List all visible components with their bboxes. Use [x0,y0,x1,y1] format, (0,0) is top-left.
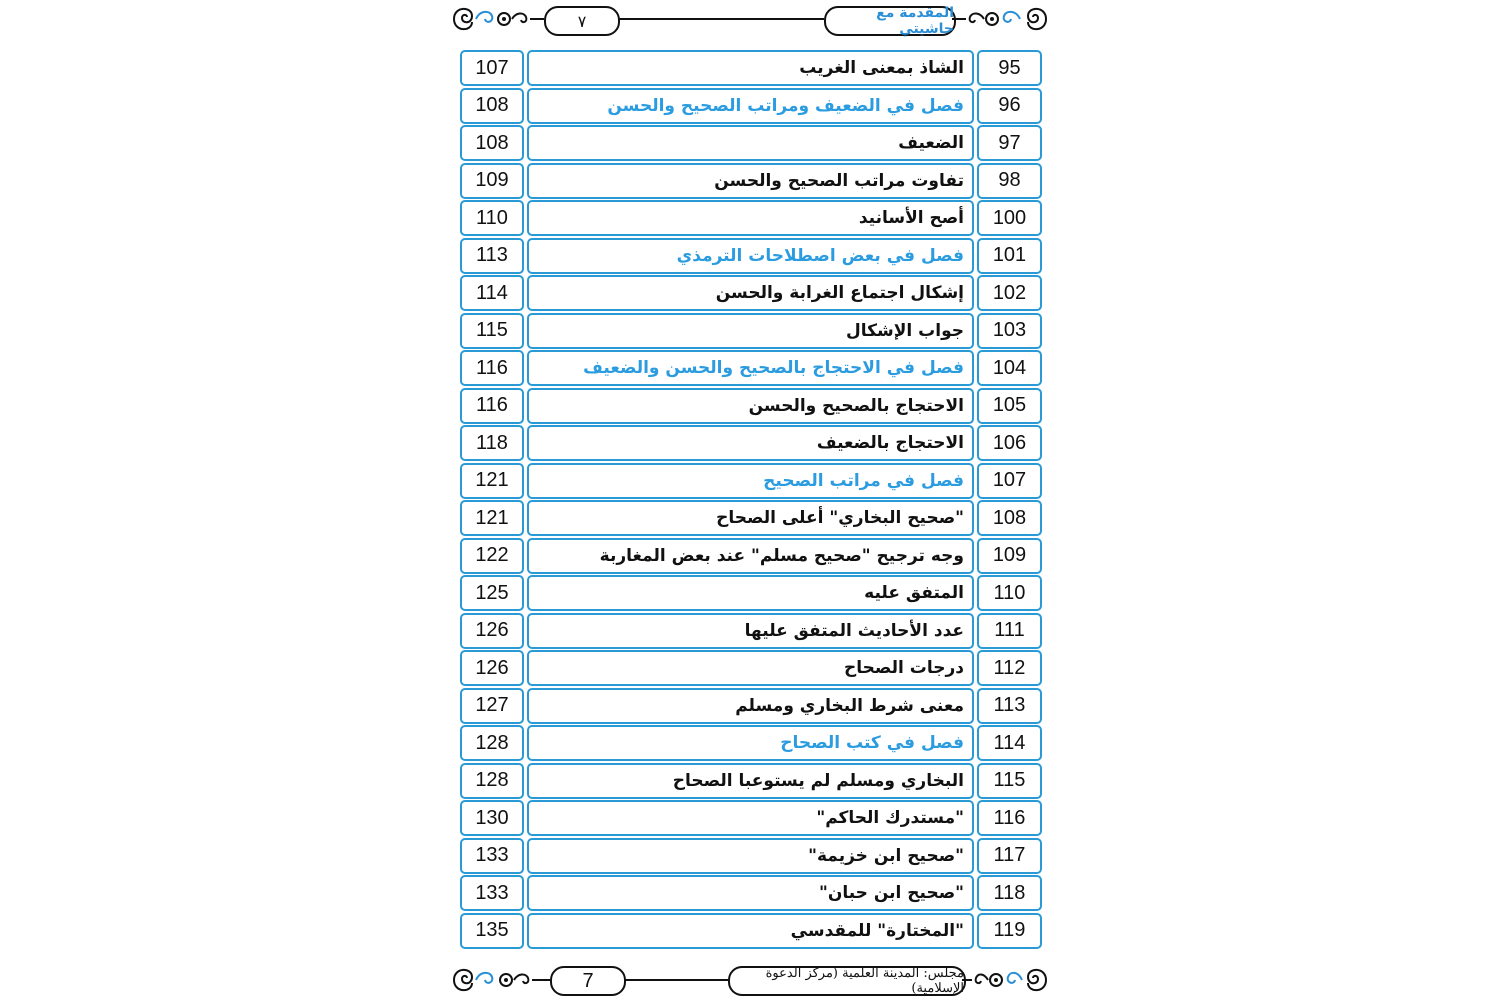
toc-page-number: 126 [460,613,524,649]
toc-entry-number: 110 [977,575,1042,611]
toc-entry-number: 101 [977,238,1042,274]
toc-section-title: فصل في كتب الصحاح [527,725,974,761]
toc-row [460,275,1042,311]
toc-entry-number: 95 [977,50,1042,86]
toc-entry-number: 104 [977,350,1042,386]
toc-entry-title: "صحيح ابن خزيمة" [527,838,974,874]
toc-entry-title: "المختارة" للمقدسي [527,913,974,949]
toc-row [460,425,1042,461]
toc-page-number: 115 [460,313,524,349]
toc-entry-title: البخاري ومسلم لم يستوعبا الصحاح [527,763,974,799]
toc-entry-number: 116 [977,800,1042,836]
toc-row [460,575,1042,611]
toc-page-number: 116 [460,350,524,386]
toc-entry-number: 114 [977,725,1042,761]
toc-page-number: 130 [460,800,524,836]
toc-entry-number: 96 [977,88,1042,124]
toc-page-number: 125 [460,575,524,611]
toc-page-number: 107 [460,50,524,86]
toc-row [460,613,1042,649]
toc-page-number: 122 [460,538,524,574]
toc-page-number: 113 [460,238,524,274]
toc-entry-title: وجه ترجيح "صحيح مسلم" عند بعض المغاربة [527,538,974,574]
toc-row [460,88,1042,124]
footer-publisher: مجلس: المدينة العلمية (مركز الدعوة الإسلامية) [728,966,966,996]
toc-entry-number: 119 [977,913,1042,949]
toc-page-number: 118 [460,425,524,461]
toc-section-title: فصل في بعض اصطلاحات الترمذي [527,238,974,274]
toc-page-number: 127 [460,688,524,724]
toc-row [460,163,1042,199]
toc-row [460,763,1042,799]
toc-row [460,125,1042,161]
toc-row [460,238,1042,274]
toc-section-title: فصل في مراتب الصحيح [527,463,974,499]
footer-rule [622,979,728,981]
toc-page-number: 108 [460,125,524,161]
toc-row [460,500,1042,536]
toc-row [460,388,1042,424]
toc-row [460,538,1042,574]
header-title: المقدمة مع حاشيتي [824,6,956,36]
left-ornament-icon [450,2,544,36]
toc-entry-number: 105 [977,388,1042,424]
toc-page-number: 110 [460,200,524,236]
toc-entry-number: 100 [977,200,1042,236]
footer-page-number: 7 [550,966,626,996]
toc-entry-title: الاحتجاج بالصحيح والحسن [527,388,974,424]
toc-page-number: 126 [460,650,524,686]
toc-row [460,200,1042,236]
toc-row [460,875,1042,911]
toc-page-number: 108 [460,88,524,124]
toc-entry-title: تفاوت مراتب الصحيح والحسن [527,163,974,199]
toc-page-number: 116 [460,388,524,424]
toc-row [460,350,1042,386]
book-page [450,0,1050,1000]
toc-row [460,688,1042,724]
toc-page-number: 128 [460,763,524,799]
toc-entry-number: 108 [977,500,1042,536]
toc-row [460,313,1042,349]
toc-entry-number: 118 [977,875,1042,911]
toc-entry-number: 98 [977,163,1042,199]
toc-page-number: 135 [460,913,524,949]
toc-page-number: 133 [460,838,524,874]
toc-entry-number: 106 [977,425,1042,461]
toc-entry-number: 115 [977,763,1042,799]
toc-page-number: 121 [460,463,524,499]
toc-entry-title: الضعيف [527,125,974,161]
toc-entry-number: 97 [977,125,1042,161]
toc-entry-title: درجات الصحاح [527,650,974,686]
toc-page-number: 121 [460,500,524,536]
toc-entry-title: جواب الإشكال [527,313,974,349]
toc-row [460,838,1042,874]
toc-row [460,50,1042,86]
page-footer [450,962,1050,998]
right-ornament-icon [952,2,1050,36]
toc-entry-title: "صحيح ابن حبان" [527,875,974,911]
toc-row [460,463,1042,499]
toc-entry-title: إشكال اجتماع الغرابة والحسن [527,275,974,311]
toc-page-number: 133 [460,875,524,911]
toc-entry-number: 112 [977,650,1042,686]
toc-entry-number: 103 [977,313,1042,349]
toc-page-number: 109 [460,163,524,199]
toc-entry-title: أصح الأسانيد [527,200,974,236]
header-rule [616,18,824,20]
toc-entry-title: "مستدرك الحاكم" [527,800,974,836]
toc-entry-number: 102 [977,275,1042,311]
toc-entry-title: معنى شرط البخاري ومسلم [527,688,974,724]
toc-section-title: فصل في الاحتجاج بالصحيح والحسن والضعيف [527,350,974,386]
toc-entry-title: الشاذ بمعنى الغريب [527,50,974,86]
toc-entry-number: 109 [977,538,1042,574]
toc-row [460,650,1042,686]
toc-entry-title: "صحيح البخاري" أعلى الصحاح [527,500,974,536]
page-header [450,2,1050,36]
toc-entry-title: الاحتجاج بالضعيف [527,425,974,461]
toc-section-title: فصل في الضعيف ومراتب الصحيح والحسن [527,88,974,124]
toc-row [460,913,1042,949]
toc-page-number: 128 [460,725,524,761]
header-page-number: ٧ [544,6,620,36]
toc-entry-number: 113 [977,688,1042,724]
toc-page-number: 114 [460,275,524,311]
toc-entry-number: 117 [977,838,1042,874]
toc-entry-number: 111 [977,613,1042,649]
footer-left-ornament-icon [450,962,550,998]
toc-entry-number: 107 [977,463,1042,499]
toc-row [460,725,1042,761]
footer-right-ornament-icon [962,962,1050,998]
toc-entry-title: عدد الأحاديث المتفق عليها [527,613,974,649]
toc-entry-title: المتفق عليه [527,575,974,611]
toc-row [460,800,1042,836]
